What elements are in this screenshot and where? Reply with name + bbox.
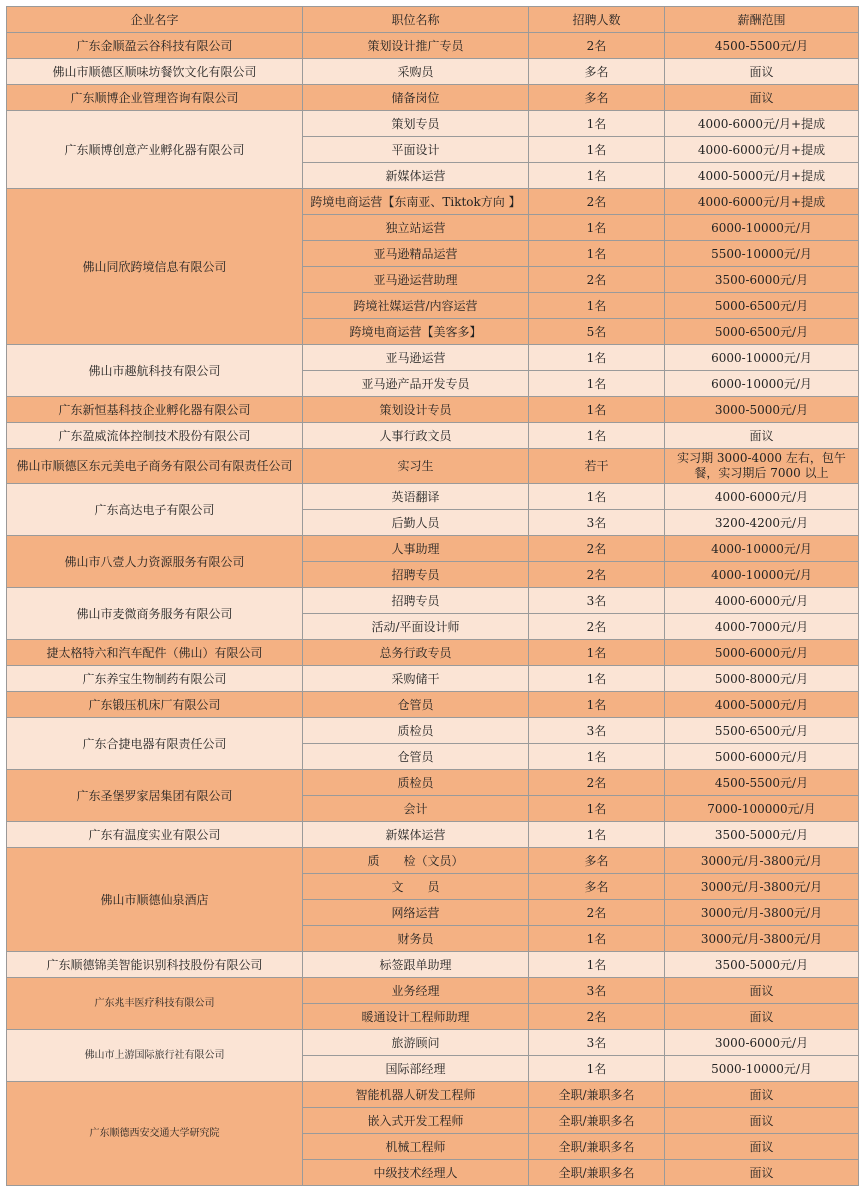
table-row	[7, 770, 859, 796]
company-name-cell: 广东养宝生物制药有限公司	[7, 666, 303, 692]
position-cell: 亚马逊运营助理	[303, 267, 529, 293]
salary-cell: 4000-6000元/月+提成	[665, 111, 859, 137]
salary-cell: 面议	[665, 85, 859, 111]
salary-cell: 3000元/月-3800元/月	[665, 874, 859, 900]
company-name-cell: 捷太格特六和汽车配件（佛山）有限公司	[7, 640, 303, 666]
salary-cell: 6000-10000元/月	[665, 345, 859, 371]
table-row	[7, 449, 859, 484]
headcount-cell: 1名	[529, 796, 665, 822]
salary-cell: 4000-5000元/月+提成	[665, 163, 859, 189]
table-row	[7, 397, 859, 423]
position-cell: 独立站运营	[303, 215, 529, 241]
position-cell: 国际部经理	[303, 1056, 529, 1082]
headcount-cell: 2名	[529, 33, 665, 59]
position-cell: 财务员	[303, 926, 529, 952]
salary-cell: 5500-6500元/月	[665, 718, 859, 744]
salary-cell: 4000-5000元/月	[665, 692, 859, 718]
headcount-cell: 1名	[529, 926, 665, 952]
headcount-cell: 5名	[529, 319, 665, 345]
salary-cell: 4000-6000元/月+提成	[665, 189, 859, 215]
company-name-cell: 广东兆丰医疗科技有限公司	[7, 978, 303, 1030]
recruitment-table	[6, 6, 859, 1186]
salary-cell: 3000元/月-3800元/月	[665, 926, 859, 952]
company-name-cell: 广东新恒基科技企业孵化器有限公司	[7, 397, 303, 423]
salary-cell: 5000-6500元/月	[665, 293, 859, 319]
table-row	[7, 588, 859, 614]
company-name-cell: 佛山市顺德区东元美电子商务有限公司有限责任公司	[7, 449, 303, 484]
salary-cell: 面议	[665, 978, 859, 1004]
position-cell: 标签跟单助理	[303, 952, 529, 978]
table-row	[7, 85, 859, 111]
position-cell: 质检员	[303, 770, 529, 796]
position-cell: 实习生	[303, 449, 529, 484]
company-name-cell: 广东顺博创意产业孵化器有限公司	[7, 111, 303, 189]
headcount-cell: 1名	[529, 640, 665, 666]
salary-cell: 3000元/月-3800元/月	[665, 848, 859, 874]
table-row	[7, 718, 859, 744]
salary-cell: 6000-10000元/月	[665, 371, 859, 397]
position-cell: 仓管员	[303, 744, 529, 770]
position-cell: 人事助理	[303, 536, 529, 562]
company-name-cell: 广东合捷电器有限责任公司	[7, 718, 303, 770]
position-cell: 暖通设计工程师助理	[303, 1004, 529, 1030]
headcount-cell: 多名	[529, 874, 665, 900]
company-name-cell: 广东锻压机床厂有限公司	[7, 692, 303, 718]
salary-cell: 5000-6500元/月	[665, 319, 859, 345]
position-cell: 跨境社媒运营/内容运营	[303, 293, 529, 319]
headcount-cell: 2名	[529, 189, 665, 215]
header-headcount: 招聘人数	[529, 7, 665, 33]
company-name-cell: 佛山市趣航科技有限公司	[7, 345, 303, 397]
headcount-cell: 全职/兼职多名	[529, 1082, 665, 1108]
headcount-cell: 1名	[529, 371, 665, 397]
headcount-cell: 1名	[529, 241, 665, 267]
position-cell: 网络运营	[303, 900, 529, 926]
position-cell: 中级技术经理人	[303, 1160, 529, 1186]
table-row	[7, 1082, 859, 1108]
salary-cell: 面议	[665, 1108, 859, 1134]
salary-cell: 7000-100000元/月	[665, 796, 859, 822]
company-name-cell: 广东高达电子有限公司	[7, 484, 303, 536]
position-cell: 跨境电商运营【美客多】	[303, 319, 529, 345]
position-cell: 采购储干	[303, 666, 529, 692]
headcount-cell: 1名	[529, 397, 665, 423]
headcount-cell: 全职/兼职多名	[529, 1134, 665, 1160]
headcount-cell: 3名	[529, 510, 665, 536]
headcount-cell: 3名	[529, 718, 665, 744]
salary-cell: 3200-4200元/月	[665, 510, 859, 536]
headcount-cell: 1名	[529, 111, 665, 137]
header-salary: 薪酬范围	[665, 7, 859, 33]
table-row	[7, 536, 859, 562]
salary-cell: 4500-5500元/月	[665, 33, 859, 59]
position-cell: 亚马逊运营	[303, 345, 529, 371]
headcount-cell: 1名	[529, 822, 665, 848]
table-row	[7, 692, 859, 718]
headcount-cell: 1名	[529, 423, 665, 449]
position-cell: 嵌入式开发工程师	[303, 1108, 529, 1134]
salary-cell: 实习期 3000-4000 左右，包午餐，实习期后 7000 以上	[665, 449, 859, 484]
salary-cell: 3500-5000元/月	[665, 952, 859, 978]
position-cell: 机械工程师	[303, 1134, 529, 1160]
headcount-cell: 2名	[529, 267, 665, 293]
company-name-cell: 佛山市麦微商务服务有限公司	[7, 588, 303, 640]
table-row	[7, 666, 859, 692]
company-name-cell: 佛山同欣跨境信息有限公司	[7, 189, 303, 345]
salary-cell: 4000-10000元/月	[665, 562, 859, 588]
salary-cell: 4500-5500元/月	[665, 770, 859, 796]
position-cell: 储备岗位	[303, 85, 529, 111]
company-name-cell: 广东圣堡罗家居集团有限公司	[7, 770, 303, 822]
salary-cell: 4000-6000元/月+提成	[665, 137, 859, 163]
table-row	[7, 189, 859, 215]
headcount-cell: 全职/兼职多名	[529, 1108, 665, 1134]
table-row	[7, 640, 859, 666]
salary-cell: 3000-6000元/月	[665, 1030, 859, 1056]
salary-cell: 面议	[665, 423, 859, 449]
salary-cell: 5000-8000元/月	[665, 666, 859, 692]
salary-cell: 5500-10000元/月	[665, 241, 859, 267]
position-cell: 后勤人员	[303, 510, 529, 536]
position-cell: 业务经理	[303, 978, 529, 1004]
company-name-cell: 广东顺德锦美智能识别科技股份有限公司	[7, 952, 303, 978]
position-cell: 策划设计推广专员	[303, 33, 529, 59]
position-cell: 仓管员	[303, 692, 529, 718]
salary-cell: 面议	[665, 1160, 859, 1186]
position-cell: 跨境电商运营【东南亚、Tiktok方向 】	[303, 189, 529, 215]
headcount-cell: 1名	[529, 163, 665, 189]
salary-cell: 3500-5000元/月	[665, 822, 859, 848]
headcount-cell: 多名	[529, 59, 665, 85]
position-cell: 智能机器人研发工程师	[303, 1082, 529, 1108]
position-cell: 文 员	[303, 874, 529, 900]
position-cell: 新媒体运营	[303, 822, 529, 848]
position-cell: 平面设计	[303, 137, 529, 163]
table-row	[7, 33, 859, 59]
table-row	[7, 484, 859, 510]
position-cell: 人事行政文员	[303, 423, 529, 449]
company-name-cell: 佛山市顺德仙泉酒店	[7, 848, 303, 952]
table-row	[7, 111, 859, 137]
headcount-cell: 2名	[529, 770, 665, 796]
position-cell: 英语翻译	[303, 484, 529, 510]
salary-cell: 4000-10000元/月	[665, 536, 859, 562]
position-cell: 亚马逊产品开发专员	[303, 371, 529, 397]
position-cell: 招聘专员	[303, 588, 529, 614]
table-row	[7, 59, 859, 85]
table-header	[7, 7, 859, 33]
header-row	[7, 7, 859, 33]
table-row	[7, 978, 859, 1004]
headcount-cell: 1名	[529, 215, 665, 241]
salary-cell: 3000元/月-3800元/月	[665, 900, 859, 926]
position-cell: 策划专员	[303, 111, 529, 137]
company-name-cell: 佛山市八壹人力资源服务有限公司	[7, 536, 303, 588]
company-name-cell: 广东金顺盈云谷科技有限公司	[7, 33, 303, 59]
salary-cell: 4000-6000元/月	[665, 484, 859, 510]
headcount-cell: 多名	[529, 85, 665, 111]
salary-cell: 面议	[665, 1134, 859, 1160]
table-body	[7, 33, 859, 1186]
position-cell: 旅游顾问	[303, 1030, 529, 1056]
headcount-cell: 3名	[529, 978, 665, 1004]
headcount-cell: 1名	[529, 952, 665, 978]
company-name-cell: 佛山市顺德区顺味坊餐饮文化有限公司	[7, 59, 303, 85]
position-cell: 活动/平面设计师	[303, 614, 529, 640]
salary-cell: 5000-6000元/月	[665, 744, 859, 770]
position-cell: 质检员	[303, 718, 529, 744]
headcount-cell: 全职/兼职多名	[529, 1160, 665, 1186]
headcount-cell: 多名	[529, 848, 665, 874]
header-position: 职位名称	[303, 7, 529, 33]
table-row	[7, 848, 859, 874]
company-name-cell: 广东盈威流体控制技术股份有限公司	[7, 423, 303, 449]
company-name-cell: 广东有温度实业有限公司	[7, 822, 303, 848]
headcount-cell: 3名	[529, 588, 665, 614]
headcount-cell: 1名	[529, 1056, 665, 1082]
headcount-cell: 2名	[529, 536, 665, 562]
company-name-cell: 佛山市上游国际旅行社有限公司	[7, 1030, 303, 1082]
position-cell: 策划设计专员	[303, 397, 529, 423]
salary-cell: 3000-5000元/月	[665, 397, 859, 423]
headcount-cell: 1名	[529, 666, 665, 692]
table-row	[7, 952, 859, 978]
position-cell: 亚马逊精品运营	[303, 241, 529, 267]
position-cell: 采购员	[303, 59, 529, 85]
header-company: 企业名字	[7, 7, 303, 33]
headcount-cell: 1名	[529, 345, 665, 371]
salary-cell: 面议	[665, 1004, 859, 1030]
position-cell: 会计	[303, 796, 529, 822]
position-cell: 质 检（文员）	[303, 848, 529, 874]
position-cell: 总务行政专员	[303, 640, 529, 666]
headcount-cell: 2名	[529, 562, 665, 588]
salary-cell: 面议	[665, 1082, 859, 1108]
headcount-cell: 1名	[529, 137, 665, 163]
salary-cell: 3500-6000元/月	[665, 267, 859, 293]
headcount-cell: 2名	[529, 1004, 665, 1030]
table-row	[7, 345, 859, 371]
salary-cell: 面议	[665, 59, 859, 85]
headcount-cell: 1名	[529, 692, 665, 718]
headcount-cell: 2名	[529, 614, 665, 640]
salary-cell: 5000-10000元/月	[665, 1056, 859, 1082]
table-row	[7, 822, 859, 848]
headcount-cell: 1名	[529, 744, 665, 770]
headcount-cell: 3名	[529, 1030, 665, 1056]
salary-cell: 6000-10000元/月	[665, 215, 859, 241]
table-row	[7, 423, 859, 449]
salary-cell: 4000-7000元/月	[665, 614, 859, 640]
headcount-cell: 1名	[529, 484, 665, 510]
position-cell: 招聘专员	[303, 562, 529, 588]
salary-cell: 4000-6000元/月	[665, 588, 859, 614]
headcount-cell: 2名	[529, 900, 665, 926]
table-row	[7, 1030, 859, 1056]
headcount-cell: 若干	[529, 449, 665, 484]
position-cell: 新媒体运营	[303, 163, 529, 189]
company-name-cell: 广东顺德西安交通大学研究院	[7, 1082, 303, 1186]
headcount-cell: 1名	[529, 293, 665, 319]
company-name-cell: 广东顺博企业管理咨询有限公司	[7, 85, 303, 111]
salary-cell: 5000-6000元/月	[665, 640, 859, 666]
